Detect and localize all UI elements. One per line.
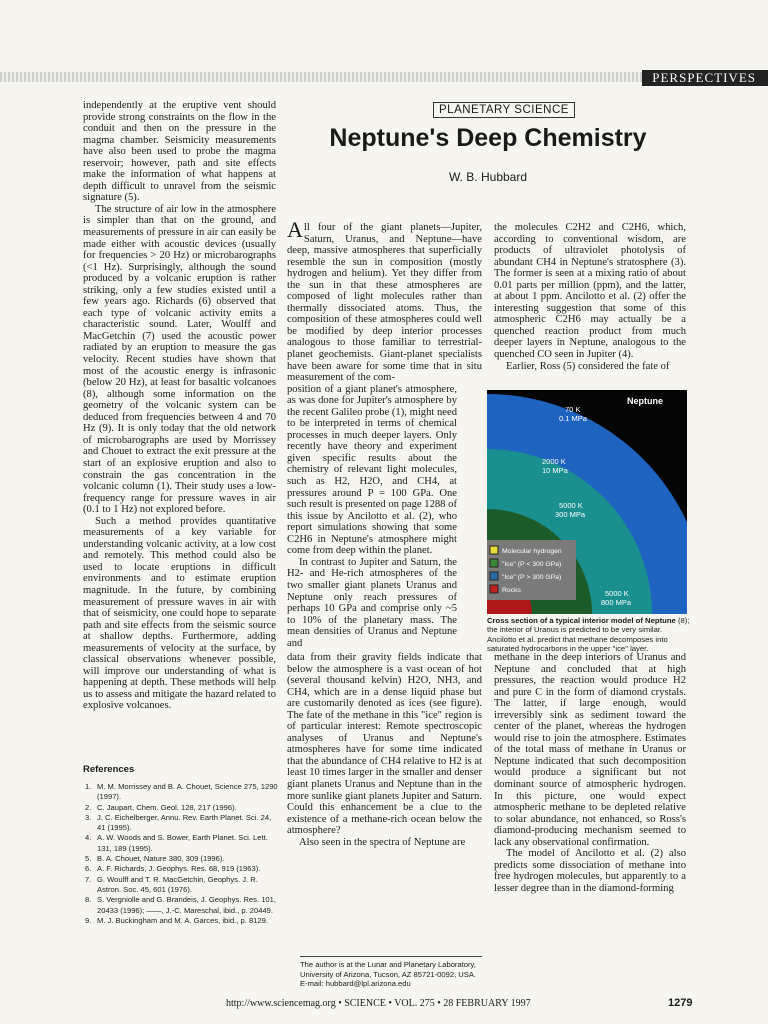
layer-pressure-label: 10 MPa — [542, 466, 568, 475]
right-column — [494, 222, 686, 372]
reference-item: 9. M. J. Buckingham and M. A. Garces, ibid., p. 8129. — [85, 915, 268, 925]
reference-item: 3. J. C. Eichelberger, Annu. Rev. Earth Planet. Sci. 24, 41 (1995). — [85, 812, 272, 833]
lead-paragraph: All four of the giant planets—Jupiter, Saturn, Uranus, and Neptune—have deep, massive atmospheres that superficially resemble the sun in composition (mostly hydrogen and helium). Yet they differ from the sun in that these atmospheres are composed of light molecules rather than thermally dissociated atoms. Thus, the composition of these atmospheres could well be modified by deep interior processes analogous to those familiar to terrestrial-planet geochemists. Giant-planet specialists have been aware for some time that in situ measurement of the com- — [287, 217, 482, 384]
layer-temp-label: 2000 K — [542, 457, 566, 466]
middle-column — [287, 217, 482, 649]
paragraph: The model of Ancilotto et al. (2) also predicts some dissociation of methane into free hydrogen molecules, but apparently to a lesser degree than in the diamond-forming — [494, 848, 686, 894]
layer-pressure-label: 300 MPa — [555, 510, 586, 519]
legend-swatch — [490, 546, 498, 554]
left-column — [83, 100, 276, 712]
reference-item: 7. G. Woulff and T. R. MacGetchin, Geophys. J. R. Astron. Soc. 45, 601 (1976). — [85, 874, 258, 894]
reference-item: 6. A. F. Richards, J. Geophys. Res. 68, 919 (1963). — [85, 864, 261, 874]
figure-legend — [487, 540, 576, 600]
reference-item: 8. S. Vergniolle and G. Brandeis, J. Geophys. Res. 101, 20433 (1996); ——, J.-C. Mareschal, ibid., p. 20449. — [85, 895, 276, 915]
page-footer: http://www.sciencemag.org • SCIENCE • VOL. 275 • 28 FEBRUARY 1997 — [226, 998, 531, 1009]
page-number: 1279 — [668, 997, 693, 1009]
middle-column-lower — [287, 652, 482, 848]
legend-swatch — [490, 572, 498, 580]
legend-swatch — [490, 585, 498, 593]
neptune-cross-section-figure — [487, 390, 687, 614]
paragraph: In contrast to Jupiter and Saturn, the H2- and He-rich atmospheres of the two smaller giant planets Uranus and Neptune only reach pressures of perhaps 10 GPa and comprise only ~5 to 10% of the planetary mass. The mean densities of Uranus and Neptune and — [287, 556, 457, 649]
drop-cap: A — [287, 217, 303, 242]
article-title: Neptune's Deep Chemistry — [329, 124, 647, 152]
layer-temp-label: 5000 K — [559, 501, 583, 510]
layer-temp-label: 5000 K — [605, 589, 629, 598]
paragraph: position of a giant planet's atmosphere, as was done for Jupiter's atmosphere by the recent Galileo probe (1), might need to be interpreted in terms of chemical processes in much deeper layers. Only recently have theory and experiment given specific results about the chemistry of relevant light molecules, such as H2, H2O, and CH4, at pressures around P = 100 GPa. One such result is presented on page 1288 of this issue by Ancilotto et al. (2), who report simulations showing that some C2H6 in Neptune's atmosphere might come from deep within the planet. — [287, 383, 457, 557]
right-column-lower — [494, 652, 686, 894]
paragraph: data from their gravity fields indicate that below the atmosphere is a vast ocean of hot (several thousand kelvin) H2O, NH3, and CH4, which are in a dense liquid phase but are customarily denoted as ices (see figure). The fate of the methane in this "ice" region is of particular interest: Remote spectroscopic analyses of Uranus and Neptune's atmospheres have for some time indicated that the abundance of CH4 relative to H2 is at least 10 times larger in the smaller and denser giant planets Uranus and Neptune than in the more sunlike giant planets Jupiter and Saturn. Could this enhancement be a clue to the existence of a methane-rich ocean below the atmosphere? — [287, 652, 482, 837]
reference-item: 1. M. M. Morrissey and B. A. Chouet, Science 275, 1290 (1997). — [85, 782, 278, 802]
layer-temp-label: 70 K — [565, 405, 581, 414]
legend-label: "Ice" (P < 300 GPa) — [502, 561, 562, 568]
planet-label: Neptune — [627, 396, 663, 406]
legend-label: Molecular hydrogen — [502, 548, 562, 555]
figure-caption: Cross section of a typical interior model of Neptune (8); the interior of Uranus is predicted to be very similar. Ancilotto et al. predict that methane decomposes into saturated hydrocarbons in the upper "ice" layer. — [487, 616, 690, 653]
paragraph: methane in the deep interiors of Uranus and Neptune and concluded that at high pressures, the reaction would produce H2 and pure C in the form of diamond crystals. The latter, if large enough, would irreversibly sink as sediment toward the center of the planet, whereas the hydrogen would rise to join the atmosphere. Estimates of the total mass of methane in Uranus or Neptune indicated that such decomposition would produce a significant but not dominant source of atmospheric hydrogen. In this picture, one would expect atmospheric methane to be depleted relative to solar abundance, not enhanced, so Ross's diamond-producing mechanism seemed to lack any observational confirmation. — [494, 652, 686, 848]
reference-item: 2. C. Jaupart, Chem. Geol. 128, 217 (1996). — [85, 802, 237, 812]
author-affiliation: The author is at the Lunar and Planetary Laboratory, University of Arizona, Tucson, AZ 85721-0092, USA. E-mail: hubbard@lpl.arizona.edu — [300, 956, 482, 989]
paragraph: independently at the eruptive vent should provide strong constraints on the flow in the conduit and then on the pressure in the magma chamber. Seismicity measurements have also been used to probe the magma reservoir; however, path and site effects make the information of what happens at depth difficult to unravel from the seismic signature (5). — [83, 100, 276, 204]
paragraph: the molecules C2H2 and C2H6, which, according to conventional wisdom, are products of ultraviolet photolysis of abundant CH4 in Neptune's stratosphere (3). The former is seen at a mixing ratio of about 0.01 parts per million (ppm), and the latter, at about 1 ppm. Ancilotto et al. (2) offer the interesting suggestion that some of this atmospheric C2H6 may actually be a quenched reaction product from much deeper layers in Neptune, analogous to the quenched CO seen in Jupiter (4). — [494, 222, 686, 361]
references-heading: References — [83, 764, 135, 775]
section-label: PERSPECTIVES — [642, 70, 768, 86]
layer-pressure-label: 800 MPa — [601, 598, 632, 607]
cross-section-graphic — [487, 390, 687, 614]
layer-pressure-label: 0.1 MPa — [559, 414, 587, 423]
paragraph: The structure of air low in the atmosphere is simpler than that on the ground, and measurements of pressure in air can easily be made either with acoustic devices (usually for frequencies > 20 Hz) or microbarographs (<1 Hz). Surprisingly, although the sound produced by a volcanic eruption is rather striking, only a few studies existed until a few years ago. Richards (6) observed that each type of volcanic activity emits a characteristic sound. Later, Woulff and MacGetchin (7) used the acoustic power radiated by an eruption to measure the gas velocity. Recent studies have shown that most of the acoustic energy is infrasonic (below 20 Hz), at least for basaltic volcanoes (8), although some information on the geometry of the volcanic system can be deduced from frequencies between 4 and 70 Hz (9). It is only today that the old network of microbarographs are used by Morrissey and Chouet to extract the exit pressure at the start of an explosive eruption and also to constrain the gas concentration in the volcanic column (1). Their study uses a low-frequency range for pressure waves in air (0.1 to 1 Hz) not explored before. — [83, 203, 276, 516]
paragraph: Earlier, Ross (5) considered the fate of — [506, 360, 670, 372]
article-kicker: PLANETARY SCIENCE — [433, 102, 575, 118]
reference-item: 5. B. A. Chouet, Nature 380, 309 (1996). — [85, 854, 225, 864]
references-list — [83, 782, 278, 926]
reference-item: 4. A. W. Woods and S. Bower, Earth Planet. Sci. Lett. 131, 189 (1995). — [85, 833, 268, 853]
legend-label: "Ice" (P > 300 GPa) — [502, 574, 562, 581]
paragraph: Also seen in the spectra of Neptune are — [299, 836, 466, 848]
paragraph: Such a method provides quantitative measurements of a key variable for understanding volcanic activity, at a low cost and remotely. This method could also be used to locate eruptions in difficult environments and to estimate eruption magnitude. In the future, by combining measurement of pressure waves in air with that of seismicity, one could hope to separate path and site effects from the seismic source at shallow depths. Furthermore, adding measurements of velocity at the surface, by classical observations whenever possible, will improve our understanding of what is happening at depth. These methods will help us to assess and mitigate the hazard related to explosive volcanoes. — [83, 515, 276, 712]
legend-swatch — [490, 559, 498, 567]
legend-label: Rocks — [502, 587, 521, 594]
article-author: W. B. Hubbard — [448, 170, 528, 184]
